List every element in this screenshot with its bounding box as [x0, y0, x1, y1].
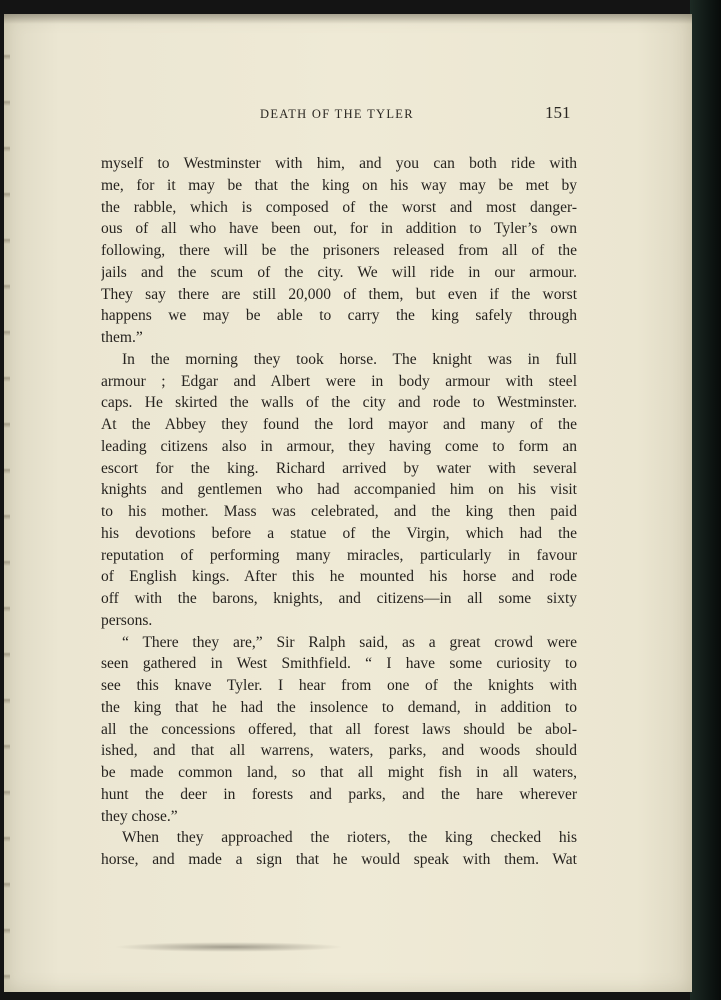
text-line: hunt the deer in forests and parks, and the hare wherever	[101, 785, 577, 803]
text-line: jails and the scum of the city. We will ride in our armour.	[101, 263, 577, 281]
text-line: myself to Westminster with him, and you can both ride with	[101, 155, 577, 172]
text-line: his devotions before a statue of the Virgin, which had the	[101, 524, 577, 542]
text-line: In the morning they took horse. The knight was in full	[122, 350, 577, 368]
text-line: armour ; Edgar and Albert were in body armour with steel	[101, 372, 577, 390]
text-line: they chose.”	[101, 807, 178, 825]
text-line: They say there are still 20,000 of them, but even if the worst	[101, 285, 577, 303]
text-line: of English kings. After this he mounted his horse and rode	[101, 568, 577, 586]
page-number: 151	[545, 103, 571, 122]
text-line: following, there will be the prisoners released from all of the	[101, 242, 577, 259]
text-line: happens we may be able to carry the king safely through	[101, 307, 577, 325]
text-line: At the Abbey they found the lord mayor and many of the	[101, 416, 577, 433]
running-head	[4, 105, 692, 129]
text-line: reputation of performing many miracles, particularly in favour	[101, 546, 577, 564]
text-line: all the concessions offered, that all forest laws should be abol-	[101, 720, 577, 738]
text-line: “ There they are,” Sir Ralph said, as a great crowd were	[122, 633, 577, 651]
running-head-title: DEATH OF THE TYLER	[260, 107, 414, 121]
text-line: to his mother. Mass was celebrated, and the king then paid	[101, 503, 577, 520]
text-line: me, for it may be that the king on his way may be met by	[101, 176, 577, 194]
text-line: escort for the king. Richard arrived by water with several	[101, 459, 577, 477]
text-line: knights and gentlemen who had accompanied him on his visit	[101, 481, 577, 499]
text-line: persons.	[101, 611, 153, 629]
body-text	[101, 153, 577, 871]
page-left-edge	[4, 14, 10, 992]
text-line: them.”	[101, 329, 143, 346]
text-line: leading citizens also in armour, they having come to form an	[101, 437, 577, 455]
text-line: ous of all who have been out, for in addition to Tyler’s own	[101, 220, 577, 238]
text-line: caps. He skirted the walls of the city and rode to Westminster.	[101, 394, 577, 412]
page-smudge	[114, 942, 344, 952]
text-line: When they approached the rioters, the king checked his	[122, 829, 577, 847]
text-line: the king that he had the insolence to demand, in addition to	[101, 698, 577, 716]
book-spine	[690, 0, 721, 1000]
text-line: be made common land, so that all might fish in all waters,	[101, 764, 577, 781]
book-page	[4, 14, 692, 992]
text-line: seen gathered in West Smithfield. “ I have some curiosity to	[101, 655, 577, 673]
text-line: ished, and that all warrens, waters, parks, and woods should	[101, 742, 577, 760]
page-top-shadow	[4, 14, 692, 24]
text-line: off with the barons, knights, and citizens—in all some sixty	[101, 590, 577, 607]
text-line: the rabble, which is composed of the worst and most danger-	[101, 198, 577, 216]
text-line: see this knave Tyler. I hear from one of the knights with	[101, 677, 577, 694]
text-line: horse, and made a sign that he would speak with them. Wat	[101, 851, 577, 868]
